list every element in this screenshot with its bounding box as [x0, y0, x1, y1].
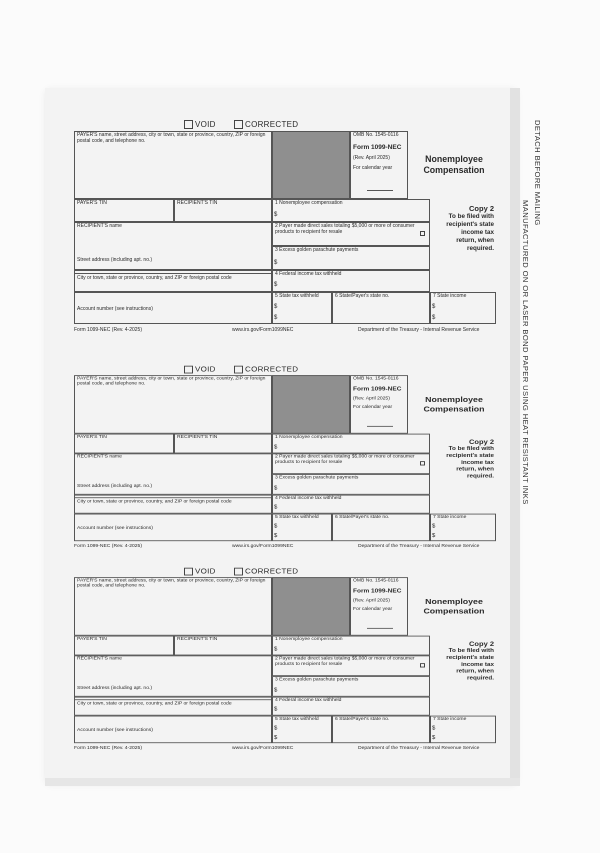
year-underline [367, 426, 393, 427]
recipient-name-label: RECIPIENT'S name [77, 454, 122, 460]
city-field[interactable] [74, 697, 272, 716]
box3-field[interactable] [272, 246, 430, 270]
box7-field[interactable] [430, 292, 496, 324]
copy-line-4: income tax [461, 661, 494, 668]
account-number-field[interactable] [74, 292, 272, 324]
box7-dollar-1: $ [432, 725, 436, 732]
copy-line-5: return, when [456, 466, 494, 473]
footer-form: Form 1099-NEC (Rev. 4-2025) [74, 543, 142, 549]
copy-line-2: To be filed with [448, 446, 494, 453]
box7-label: 7 State income [433, 716, 467, 722]
box7-label: 7 State income [433, 293, 467, 299]
form-title: Nonemployee Compensation [423, 154, 485, 175]
side-imprint-line2: MANUFACTURED ON OR LASER BOND PAPER USING HEAT RESISTANT INKS [521, 200, 530, 505]
recipient-name-label: RECIPIENT'S name [77, 223, 122, 229]
side-imprint [521, 120, 552, 550]
box7-dollar-2: $ [432, 735, 436, 741]
box2-checkbox[interactable] [420, 231, 425, 236]
box4-dollar: $ [274, 282, 278, 288]
footer-form: Form 1099-NEC (Rev. 4-2025) [74, 327, 142, 333]
gray-shaded-box [272, 375, 350, 433]
box5-dollar-2: $ [274, 533, 278, 539]
copy-line-6: required. [467, 675, 494, 682]
recipient-tin-label: RECIPIENT'S TIN [177, 434, 218, 440]
copy-line-6: required. [467, 244, 494, 252]
box3-label: 3 Excess golden parachute payments [275, 474, 359, 481]
box6-field[interactable] [332, 716, 430, 744]
recipient-tin-label: RECIPIENT'S TIN [177, 636, 218, 642]
box1-dollar: $ [274, 646, 278, 652]
street-field[interactable] [74, 676, 272, 697]
box5-label: 5 State tax withheld [275, 293, 319, 299]
payer-tin-label: PAYER'S TIN [77, 636, 107, 642]
payer-tin-field[interactable] [74, 199, 174, 222]
box3-label: 3 Excess golden parachute payments [275, 676, 359, 683]
calendar-year-label: For calendar year [353, 404, 393, 410]
form-title: Nonemployee Compensation [423, 394, 485, 413]
box2-field [272, 453, 430, 474]
box4-label: 4 Federal income tax withheld [275, 697, 342, 703]
copy-designation [432, 204, 494, 253]
void-label: VOID [195, 365, 216, 374]
footer-form: Form 1099-NEC (Rev. 4-2025) [74, 745, 142, 751]
box2-field [272, 222, 430, 246]
box7-dollar-2: $ [432, 533, 436, 539]
footer-url: www.irs.gov/Form1099NEC [232, 327, 294, 333]
box7-field[interactable] [430, 514, 496, 542]
void-label: VOID [195, 120, 216, 129]
void-checkbox[interactable] [184, 366, 193, 374]
box4-field[interactable] [272, 697, 430, 716]
omb-number: OMB No. 1545-0116 [353, 132, 399, 138]
box3-dollar: $ [274, 688, 278, 694]
box6-label: 6 State/Payer's state no. [335, 293, 390, 299]
form-1099-nec [74, 364, 496, 551]
copy-line-2: To be filed with [448, 648, 494, 655]
account-number-label: Account number (see instructions) [77, 525, 153, 531]
gray-shaded-box [272, 577, 350, 635]
copy-designation [432, 438, 494, 480]
copy-designation [432, 640, 494, 682]
city-label: City or town, state or province, country, and ZIP or foreign postal code [77, 275, 232, 281]
street-field[interactable] [74, 474, 272, 495]
side-imprint-line1: DETACH BEFORE MAILING [533, 120, 542, 226]
account-number-field[interactable] [74, 514, 272, 542]
box4-dollar: $ [274, 505, 278, 511]
box4-field[interactable] [272, 270, 430, 292]
pack-side-edge [510, 88, 520, 780]
omb-number: OMB No. 1545-0116 [353, 578, 399, 584]
copy-line-3: recipient's state [446, 654, 494, 661]
payer-tin-label: PAYER'S TIN [77, 434, 107, 440]
box1-label: 1 Nonemployee compensation [275, 636, 343, 642]
form-name: Form 1099-NEC [353, 143, 402, 151]
omb-box [350, 577, 408, 635]
box7-dollar-1: $ [432, 304, 436, 310]
omb-box [350, 375, 408, 433]
form-name: Form 1099-NEC [353, 588, 402, 595]
box5-dollar-2: $ [274, 735, 278, 741]
box7-dollar-1: $ [432, 523, 436, 530]
form-name: Form 1099-NEC [353, 386, 402, 393]
box4-label: 4 Federal income tax withheld [275, 271, 342, 277]
copy-line-1: Copy 2 [468, 204, 494, 213]
footer-department: Department of the Treasury - Internal Revenue Service [358, 327, 480, 333]
box3-dollar: $ [274, 486, 278, 492]
box3-field[interactable] [272, 676, 430, 697]
void-checkbox[interactable] [184, 568, 193, 576]
recipient-tin-label: RECIPIENT'S TIN [177, 200, 218, 206]
calendar-year-label: For calendar year [353, 164, 393, 171]
box6-field[interactable] [332, 514, 430, 542]
box1-label: 1 Nonemployee compensation [275, 434, 343, 440]
box5-dollar-2: $ [274, 315, 278, 321]
box1-dollar: $ [274, 444, 278, 450]
box5-label: 5 State tax withheld [275, 716, 319, 722]
copy-line-1: Copy 2 [468, 639, 494, 648]
recipient-tin-field[interactable] [174, 636, 272, 656]
box4-dollar: $ [274, 707, 278, 713]
copy-line-3: recipient's state [446, 221, 494, 229]
corrected-label: CORRECTED [245, 120, 299, 129]
year-underline [367, 628, 393, 629]
copy-line-4: income tax [461, 459, 494, 466]
box4-field[interactable] [272, 495, 430, 514]
copy-line-6: required. [467, 473, 494, 480]
box2-field [272, 655, 430, 676]
corrected-label: CORRECTED [245, 365, 299, 374]
box6-label: 6 State/Payer's state no. [335, 514, 390, 520]
void-checkbox[interactable] [184, 120, 193, 129]
box3-label: 3 Excess golden parachute payments [275, 247, 359, 253]
payer-tin-field[interactable] [74, 636, 174, 656]
box1-field[interactable] [272, 199, 430, 222]
payer-name-field[interactable] [74, 375, 272, 433]
box3-dollar: $ [274, 260, 278, 266]
box6-label: 6 State/Payer's state no. [335, 716, 390, 722]
box6-field[interactable] [332, 292, 430, 324]
box2-label: 2 Payer made direct sales totaling $5,000 or more of consumer products to recipient for resale [275, 454, 415, 465]
city-field[interactable] [74, 270, 272, 292]
account-number-label: Account number (see instructions) [77, 306, 153, 312]
box5-field[interactable] [272, 716, 332, 744]
box5-dollar-1: $ [274, 725, 278, 732]
omb-number: OMB No. 1545-0116 [353, 376, 399, 382]
payer-name-label: PAYER'S name, street address, city or town, state or province, country, ZIP or foreign postal code, and telephone no. [77, 578, 266, 589]
box1-label: 1 Nonemployee compensation [275, 200, 343, 206]
street-field[interactable] [74, 246, 272, 270]
box7-field[interactable] [430, 716, 496, 744]
payer-name-field[interactable] [74, 131, 272, 199]
pack-bottom-edge [45, 778, 520, 786]
box5-dollar-1: $ [274, 304, 278, 310]
box2-checkbox[interactable] [420, 663, 425, 667]
account-number-field[interactable] [74, 716, 272, 744]
footer-url: www.irs.gov/Form1099NEC [232, 543, 294, 549]
box7-label: 7 State income [433, 514, 467, 520]
form-revision: (Rev. April 2025) [353, 598, 390, 604]
box5-label: 5 State tax withheld [275, 514, 319, 520]
recipient-tin-field[interactable] [174, 199, 272, 222]
copy-line-1: Copy 2 [468, 437, 494, 446]
copy-line-5: return, when [456, 236, 494, 244]
footer-department: Department of the Treasury - Internal Revenue Service [358, 543, 480, 549]
corrected-checkbox[interactable] [234, 568, 243, 576]
form-1099-nec [74, 118, 496, 336]
gray-shaded-box [272, 131, 350, 199]
payer-name-label: PAYER'S name, street address, city or town, state or province, country, ZIP or foreign postal code, and telephone no. [77, 376, 266, 387]
form-1099-nec [74, 566, 496, 753]
box5-dollar-1: $ [274, 523, 278, 530]
box5-field[interactable] [272, 514, 332, 542]
form-revision: (Rev. April 2025) [353, 155, 390, 162]
copy-line-3: recipient's state [446, 452, 494, 459]
city-label: City or town, state or province, country, and ZIP or foreign postal code [77, 499, 232, 505]
corrected-checkbox[interactable] [234, 120, 243, 129]
city-field[interactable] [74, 495, 272, 514]
street-label: Street address (including apt. no.) [77, 685, 153, 691]
copy-line-2: To be filed with [448, 213, 494, 221]
corrected-checkbox[interactable] [234, 366, 243, 374]
copy-line-5: return, when [456, 668, 494, 675]
city-label: City or town, state or province, country, and ZIP or foreign postal code [77, 701, 232, 707]
footer-url: www.irs.gov/Form1099NEC [232, 745, 294, 751]
year-underline [367, 190, 393, 191]
calendar-year-label: For calendar year [353, 606, 393, 612]
form-title: Nonemployee Compensation [423, 596, 485, 615]
footer-department: Department of the Treasury - Internal Revenue Service [358, 745, 480, 751]
payer-name-field[interactable] [74, 577, 272, 635]
corrected-label: CORRECTED [245, 567, 299, 576]
box1-dollar: $ [274, 212, 278, 218]
copy-line-4: income tax [461, 229, 494, 237]
box4-label: 4 Federal income tax withheld [275, 495, 342, 501]
form-revision: (Rev. April 2025) [353, 396, 390, 402]
box2-label: 2 Payer made direct sales totaling $5,000 or more of consumer products to recipient for resale [275, 656, 415, 667]
payer-tin-label: PAYER'S TIN [77, 200, 107, 206]
box1-field[interactable] [272, 636, 430, 656]
box7-dollar-2: $ [432, 315, 436, 321]
box5-field[interactable] [272, 292, 332, 324]
payer-tin-field[interactable] [74, 434, 174, 454]
box3-field[interactable] [272, 474, 430, 495]
void-label: VOID [195, 567, 216, 576]
street-label: Street address (including apt. no.) [77, 483, 153, 489]
street-label: Street address (including apt. no.) [77, 257, 153, 263]
account-number-label: Account number (see instructions) [77, 727, 153, 733]
box1-field[interactable] [272, 434, 430, 454]
omb-box [350, 131, 408, 199]
box2-label: 2 Payer made direct sales totaling $5,000 or more of consumer products to recipient for resale [275, 223, 415, 235]
recipient-tin-field[interactable] [174, 434, 272, 454]
recipient-name-label: RECIPIENT'S name [77, 656, 122, 662]
payer-name-label: PAYER'S name, street address, city or town, state or province, country, ZIP or foreign postal code, and telephone no. [77, 132, 266, 144]
box2-checkbox[interactable] [420, 461, 425, 465]
